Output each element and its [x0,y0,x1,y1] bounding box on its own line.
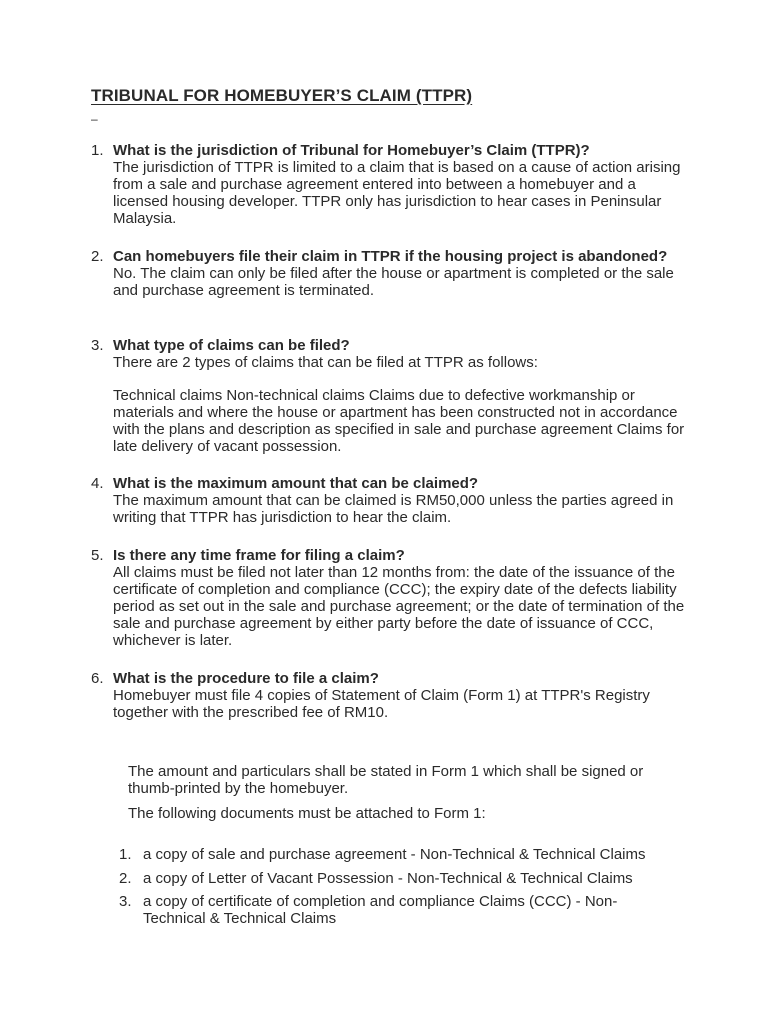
form-note-attachments [128,805,688,822]
list-item-text: a copy of certificate of completion and compliance Claims (CCC) - Non-Technical & Technical Claims [143,893,618,927]
faq-answer: No. The claim can only be filed after the house or apartment is completed or the sale and purchase agreement is terminated. [113,265,674,299]
list-item-number: 3. [119,893,132,910]
faq-number: 1. [91,142,104,159]
faq-question: What is the jurisdiction of Tribunal for Homebuyer’s Claim (TTPR)? [113,142,590,159]
list-item-number: 2. [119,870,132,887]
faq-answer: The jurisdiction of TTPR is limited to a claim that is based on a cause of action arising from a sale and purchase agreement entered into between a homebuyer and a licensed housing developer. TTPR only has jurisdiction to hear cases in Peninsular Malaysia. [113,159,681,227]
faq-question: What is the procedure to file a claim? [113,670,379,687]
faq-question: Can homebuyers file their claim in TTPR if the housing project is abandoned? [113,248,668,265]
faq-question: Is there any time frame for filing a claim? [113,547,405,564]
faq-number: 4. [91,475,104,492]
faq-answer: There are 2 types of claims that can be filed at TTPR as follows: [113,354,538,371]
form-note-attachments-text: The following documents must be attached to Form 1: [128,805,486,822]
list-item-text: a copy of Letter of Vacant Possession - Non-Technical & Technical Claims [143,870,633,887]
list-item-number: 1. [119,846,132,863]
faq-number: 6. [91,670,104,687]
faq-question: What is the maximum amount that can be claimed? [113,475,479,492]
faq-answer: Homebuyer must file 4 copies of Statement of Claim (Form 1) at TTPR's Registry together with the prescribed fee of RM10. [113,687,650,721]
faq-number: 3. [91,337,104,354]
faq-number: 5. [91,547,104,564]
faq-answer: The maximum amount that can be claimed is RM50,000 unless the parties agreed in writing that TTPR has jurisdiction to hear the claim. [113,492,674,526]
title-separator: – [91,112,98,126]
faq-number: 2. [91,248,104,265]
document-title: TRIBUNAL FOR HOMEBUYER’S CLAIM (TTPR) [91,86,473,105]
faq-question: What type of claims can be filed? [113,337,350,354]
faq-answer: All claims must be filed not later than 12 months from: the date of the issuance of the certificate of completion and compliance (CCC); the expiry date of the defects liability period as set out in the sale and purchase agreement; or the date of termination of the sale and purchase agreement by either party before the date of issuance of CCC, whichever is later. [113,564,685,649]
form-note [128,763,688,797]
form-note-text: The amount and particulars shall be stated in Form 1 which shall be signed or thumb-printed by the homebuyer. [128,763,644,797]
faq-answer-detail: Technical claims Non-technical claims Claims due to defective workmanship or materials and where the house or apartment has been constructed not in accordance with the plans and description as specified in sale and purchase agreement Claims for late delivery of vacant possession. [113,387,685,455]
list-item-text: a copy of sale and purchase agreement - Non-Technical & Technical Claims [143,846,646,863]
